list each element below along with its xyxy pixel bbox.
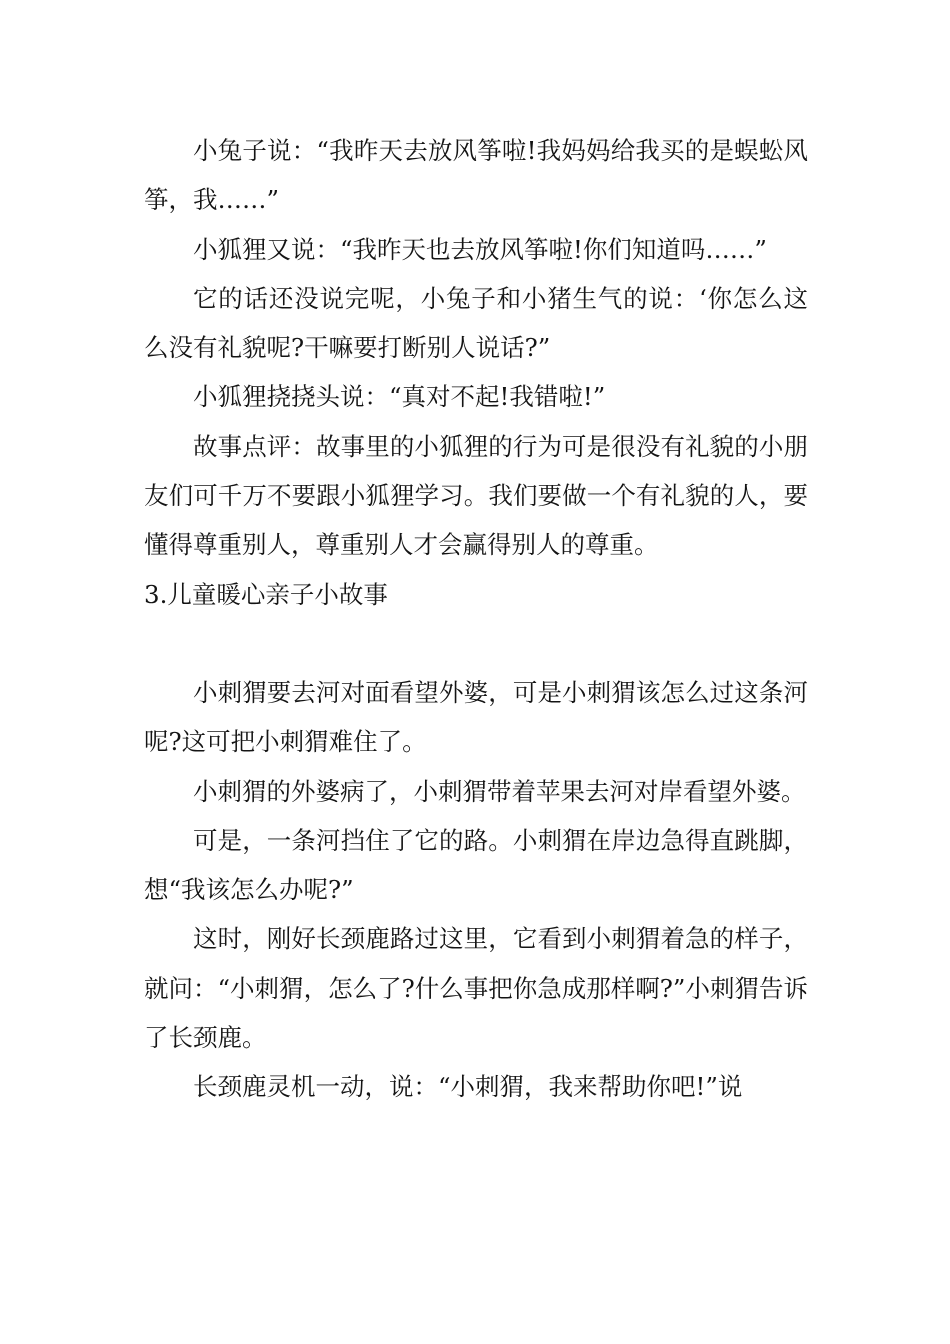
story-paragraph: 可是，一条河挡住了它的路。小刺猬在岸边急得直跳脚，想“我该怎么办呢?” — [144, 825, 808, 905]
document-body — [144, 126, 808, 1112]
story-comment-paragraph: 故事点评：故事里的小狐狸的行为可是很没有礼貌的小朋友们可千万不要跟小狐狸学习。我们要做一个有礼貌的人，要懂得尊重别人，尊重别人才会赢得别人的尊重。 — [144, 431, 808, 560]
story-paragraph: 小刺猬的外婆病了，小刺猬带着苹果去河对岸看望外婆。 — [193, 776, 806, 806]
blank-line — [144, 619, 808, 668]
section-heading: 3.儿童暖心亲子小故事 — [144, 579, 388, 609]
story-paragraph: 小狐狸又说：“我昨天也去放风筝啦!你们知道吗……” — [193, 234, 767, 264]
story-paragraph: 它的话还没说完呢，小兔子和小猪生气的说：‘你怎么这么没有礼貌呢?干嘛要打断别人说话?” — [144, 283, 808, 363]
story-paragraph: 小兔子说：“我昨天去放风筝啦!我妈妈给我买的是蜈蚣风筝，我……” — [144, 136, 808, 215]
story-paragraph: 长颈鹿灵机一动，说：“小刺猬，我来帮助你吧!”说 — [193, 1072, 743, 1102]
story-paragraph: 小狐狸挠挠头说：“真对不起!我错啦!” — [193, 382, 606, 412]
story-paragraph: 小刺猬要去河对面看望外婆，可是小刺猬该怎么过这条河呢?这可把小刺猬难住了。 — [144, 677, 808, 757]
story-paragraph: 这时，刚好长颈鹿路过这里，它看到小刺猬着急的样子，就问：“小刺猬，怎么了?什么事把你急成那样啊?”小刺猬告诉了长颈鹿。 — [144, 924, 808, 1053]
